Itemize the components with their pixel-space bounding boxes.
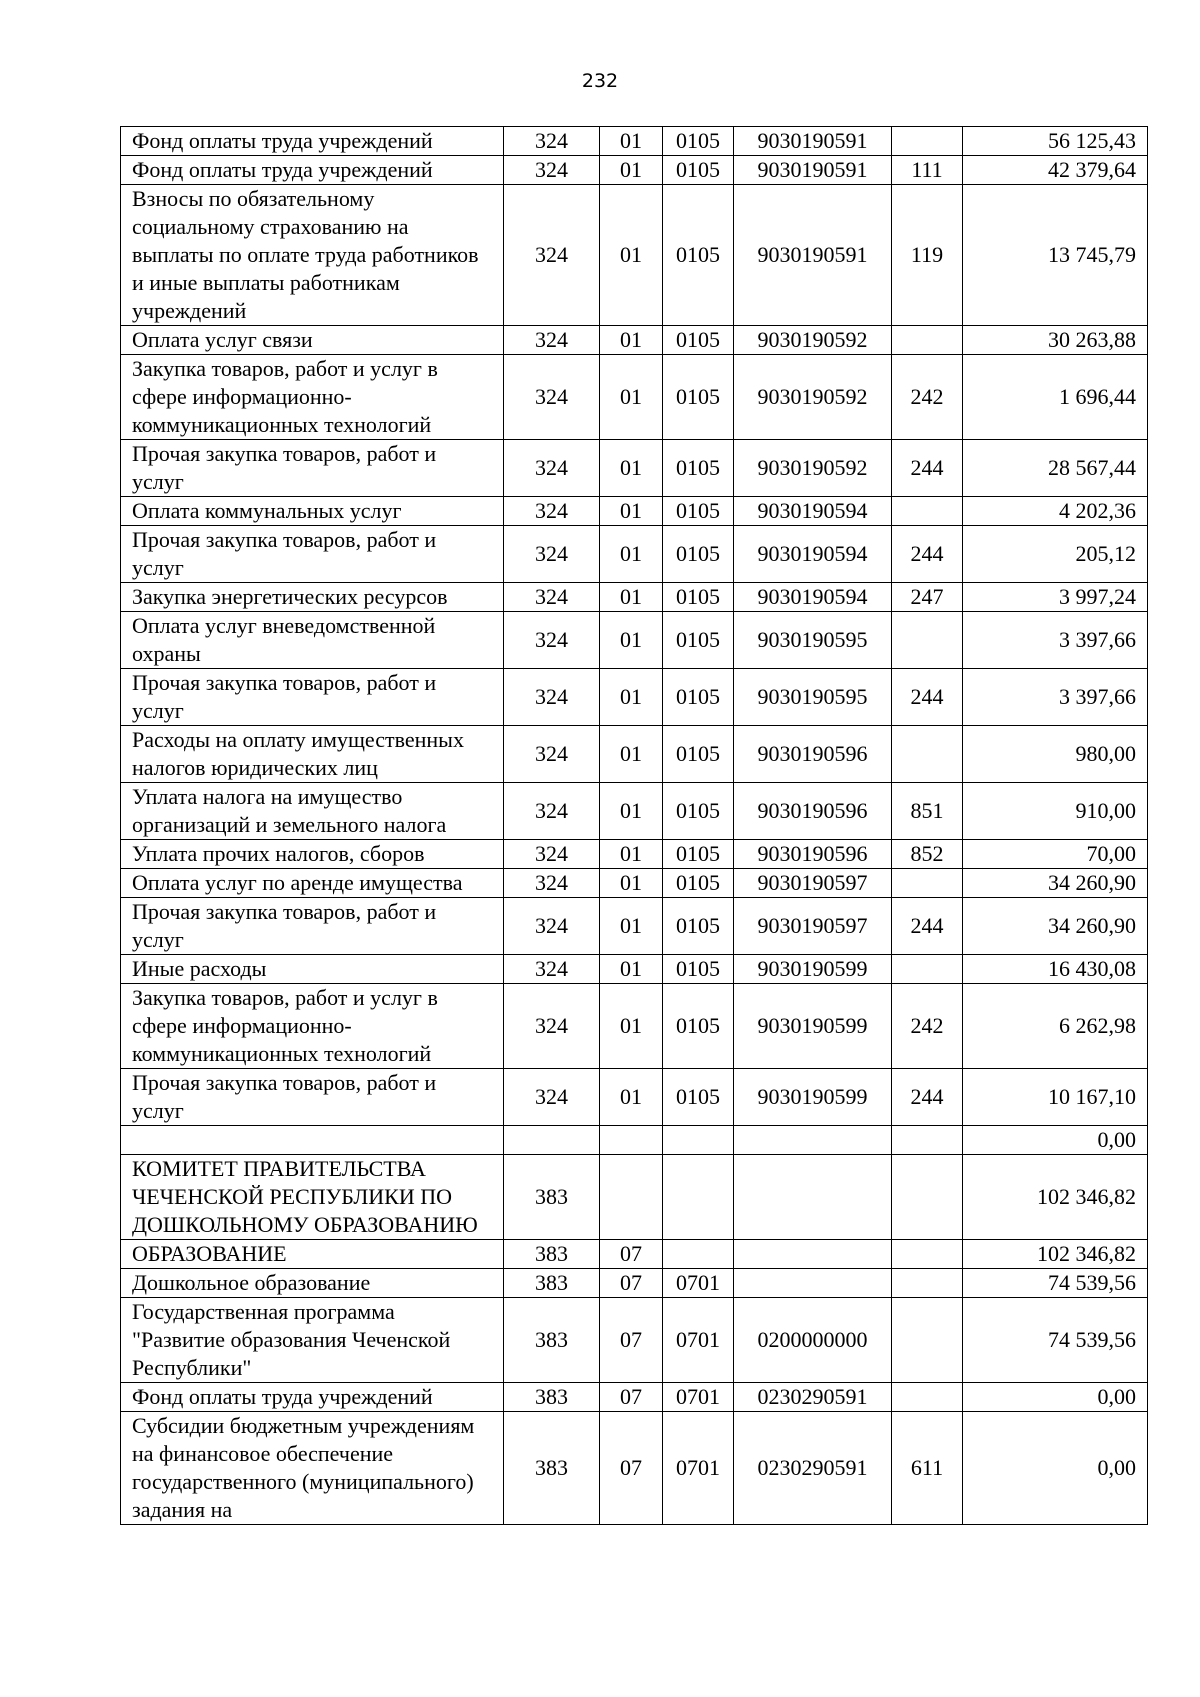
- section-code-cell: 01: [600, 355, 663, 440]
- target-article-code-cell: 9030190591: [734, 185, 892, 326]
- subsection-code-cell: 0105: [663, 840, 734, 869]
- target-article-code-cell: 9030190599: [734, 984, 892, 1069]
- target-article-code-cell: 9030190599: [734, 1069, 892, 1126]
- row-name-cell: Прочая закупка товаров, работ и услуг: [121, 526, 504, 583]
- row-name-cell: Оплата услуг связи: [121, 326, 504, 355]
- expense-type-code-cell: [892, 497, 963, 526]
- subsection-code-cell: 0105: [663, 185, 734, 326]
- ved-code-cell: 324: [504, 840, 600, 869]
- section-code-cell: [600, 1155, 663, 1240]
- section-code-cell: 01: [600, 156, 663, 185]
- amount-cell: 1 696,44: [963, 355, 1148, 440]
- amount-cell: 74 539,56: [963, 1298, 1148, 1383]
- subsection-code-cell: 0105: [663, 497, 734, 526]
- target-article-code-cell: 9030190591: [734, 127, 892, 156]
- ved-code-cell: 383: [504, 1383, 600, 1412]
- expense-type-code-cell: 851: [892, 783, 963, 840]
- subsection-code-cell: 0105: [663, 669, 734, 726]
- expense-type-code-cell: 244: [892, 669, 963, 726]
- table-row: [121, 1240, 1148, 1269]
- ved-code-cell: 324: [504, 497, 600, 526]
- target-article-code-cell: 9030190594: [734, 497, 892, 526]
- target-article-code-cell: 0230290591: [734, 1412, 892, 1525]
- section-code-cell: 07: [600, 1298, 663, 1383]
- subsection-code-cell: 0701: [663, 1269, 734, 1298]
- subsection-code-cell: 0105: [663, 726, 734, 783]
- subsection-code-cell: 0701: [663, 1383, 734, 1412]
- section-code-cell: 07: [600, 1240, 663, 1269]
- row-name-cell: Уплата налога на имущество организаций и земельного налога: [121, 783, 504, 840]
- section-code-cell: 01: [600, 869, 663, 898]
- target-article-code-cell: 9030190596: [734, 726, 892, 783]
- row-name-cell: Оплата услуг вневедомственной охраны: [121, 612, 504, 669]
- expense-type-code-cell: [892, 1240, 963, 1269]
- row-name-cell: Прочая закупка товаров, работ и услуг: [121, 440, 504, 497]
- expense-type-code-cell: 111: [892, 156, 963, 185]
- section-code-cell: 01: [600, 526, 663, 583]
- table-row: [121, 355, 1148, 440]
- row-name-cell: Прочая закупка товаров, работ и услуг: [121, 669, 504, 726]
- row-name-cell: [121, 1126, 504, 1155]
- row-name-cell: Оплата услуг по аренде имущества: [121, 869, 504, 898]
- target-article-code-cell: 9030190596: [734, 783, 892, 840]
- ved-code-cell: 324: [504, 726, 600, 783]
- row-name-cell: Фонд оплаты труда учреждений: [121, 1383, 504, 1412]
- subsection-code-cell: 0105: [663, 156, 734, 185]
- ved-code-cell: 383: [504, 1240, 600, 1269]
- table-row: [121, 127, 1148, 156]
- expense-type-code-cell: 852: [892, 840, 963, 869]
- budget-table: [120, 126, 1148, 1525]
- row-name-cell: Закупка энергетических ресурсов: [121, 583, 504, 612]
- table-row: [121, 185, 1148, 326]
- section-code-cell: 01: [600, 127, 663, 156]
- section-code-cell: 01: [600, 1069, 663, 1126]
- section-code-cell: 01: [600, 984, 663, 1069]
- target-article-code-cell: [734, 1269, 892, 1298]
- expense-type-code-cell: [892, 1298, 963, 1383]
- subsection-code-cell: 0105: [663, 612, 734, 669]
- ved-code-cell: 324: [504, 783, 600, 840]
- table-row: [121, 612, 1148, 669]
- amount-cell: 3 997,24: [963, 583, 1148, 612]
- ved-code-cell: 324: [504, 185, 600, 326]
- ved-code-cell: [504, 1126, 600, 1155]
- table-row: [121, 440, 1148, 497]
- amount-cell: 102 346,82: [963, 1155, 1148, 1240]
- amount-cell: 56 125,43: [963, 127, 1148, 156]
- section-code-cell: 01: [600, 440, 663, 497]
- table-row: [121, 583, 1148, 612]
- amount-cell: 16 430,08: [963, 955, 1148, 984]
- section-code-cell: 07: [600, 1269, 663, 1298]
- subsection-code-cell: 0701: [663, 1412, 734, 1525]
- table-row: [121, 726, 1148, 783]
- expense-type-code-cell: 244: [892, 440, 963, 497]
- amount-cell: 980,00: [963, 726, 1148, 783]
- expense-type-code-cell: [892, 726, 963, 783]
- subsection-code-cell: 0105: [663, 355, 734, 440]
- amount-cell: 13 745,79: [963, 185, 1148, 326]
- table-row: [121, 669, 1148, 726]
- ved-code-cell: 324: [504, 898, 600, 955]
- amount-cell: 10 167,10: [963, 1069, 1148, 1126]
- ved-code-cell: 324: [504, 869, 600, 898]
- section-code-cell: 01: [600, 898, 663, 955]
- amount-cell: 0,00: [963, 1126, 1148, 1155]
- expense-type-code-cell: 244: [892, 526, 963, 583]
- subsection-code-cell: 0105: [663, 955, 734, 984]
- expense-type-code-cell: 244: [892, 898, 963, 955]
- row-name-cell: Фонд оплаты труда учреждений: [121, 127, 504, 156]
- expense-type-code-cell: 242: [892, 355, 963, 440]
- section-code-cell: 07: [600, 1383, 663, 1412]
- row-name-cell: Оплата коммунальных услуг: [121, 497, 504, 526]
- target-article-code-cell: 9030190597: [734, 898, 892, 955]
- page-number: 232: [581, 70, 619, 92]
- ved-code-cell: 383: [504, 1155, 600, 1240]
- target-article-code-cell: [734, 1155, 892, 1240]
- amount-cell: 910,00: [963, 783, 1148, 840]
- row-name-cell: ОБРАЗОВАНИЕ: [121, 1240, 504, 1269]
- section-code-cell: 01: [600, 840, 663, 869]
- amount-cell: 28 567,44: [963, 440, 1148, 497]
- row-name-cell: КОМИТЕТ ПРАВИТЕЛЬСТВА ЧЕЧЕНСКОЙ РЕСПУБЛИКИ ПО ДОШКОЛЬНОМУ ОБРАЗОВАНИЮ: [121, 1155, 504, 1240]
- table-row: [121, 898, 1148, 955]
- expense-type-code-cell: [892, 1269, 963, 1298]
- ved-code-cell: 324: [504, 984, 600, 1069]
- amount-cell: 4 202,36: [963, 497, 1148, 526]
- expense-type-code-cell: [892, 869, 963, 898]
- row-name-cell: Уплата прочих налогов, сборов: [121, 840, 504, 869]
- subsection-code-cell: 0105: [663, 783, 734, 840]
- section-code-cell: [600, 1126, 663, 1155]
- target-article-code-cell: 0200000000: [734, 1298, 892, 1383]
- expense-type-code-cell: [892, 1126, 963, 1155]
- row-name-cell: Закупка товаров, работ и услуг в сфере информационно-коммуникационных технологий: [121, 984, 504, 1069]
- target-article-code-cell: 9030190595: [734, 612, 892, 669]
- amount-cell: 74 539,56: [963, 1269, 1148, 1298]
- table-row: [121, 1126, 1148, 1155]
- ved-code-cell: 324: [504, 526, 600, 583]
- section-code-cell: 01: [600, 583, 663, 612]
- row-name-cell: Расходы на оплату имущественных налогов юридических лиц: [121, 726, 504, 783]
- expense-type-code-cell: [892, 612, 963, 669]
- subsection-code-cell: 0105: [663, 984, 734, 1069]
- row-name-cell: Взносы по обязательному социальному страхованию на выплаты по оплате труда работников и иные выплаты работникам учреждений: [121, 185, 504, 326]
- row-name-cell: Дошкольное образование: [121, 1269, 504, 1298]
- target-article-code-cell: 9030190596: [734, 840, 892, 869]
- amount-cell: 102 346,82: [963, 1240, 1148, 1269]
- target-article-code-cell: 9030190592: [734, 355, 892, 440]
- subsection-code-cell: 0105: [663, 898, 734, 955]
- subsection-code-cell: [663, 1240, 734, 1269]
- section-code-cell: 07: [600, 1412, 663, 1525]
- section-code-cell: 01: [600, 185, 663, 326]
- subsection-code-cell: [663, 1126, 734, 1155]
- ved-code-cell: 324: [504, 440, 600, 497]
- table-row: [121, 156, 1148, 185]
- amount-cell: 205,12: [963, 526, 1148, 583]
- ved-code-cell: 324: [504, 669, 600, 726]
- amount-cell: 0,00: [963, 1383, 1148, 1412]
- ved-code-cell: 324: [504, 612, 600, 669]
- target-article-code-cell: 9030190591: [734, 156, 892, 185]
- expense-type-code-cell: 244: [892, 1069, 963, 1126]
- target-article-code-cell: 9030190594: [734, 583, 892, 612]
- section-code-cell: 01: [600, 612, 663, 669]
- target-article-code-cell: 9030190595: [734, 669, 892, 726]
- section-code-cell: 01: [600, 326, 663, 355]
- subsection-code-cell: 0701: [663, 1298, 734, 1383]
- row-name-cell: Закупка товаров, работ и услуг в сфере информационно-коммуникационных технологий: [121, 355, 504, 440]
- table-row: [121, 955, 1148, 984]
- row-name-cell: Фонд оплаты труда учреждений: [121, 156, 504, 185]
- section-code-cell: 01: [600, 497, 663, 526]
- row-name-cell: Государственная программа "Развитие образования Чеченской Республики": [121, 1298, 504, 1383]
- amount-cell: 6 262,98: [963, 984, 1148, 1069]
- table-row: [121, 783, 1148, 840]
- section-code-cell: 01: [600, 726, 663, 783]
- target-article-code-cell: 0230290591: [734, 1383, 892, 1412]
- expense-type-code-cell: [892, 1383, 963, 1412]
- table-row: [121, 984, 1148, 1069]
- expense-type-code-cell: [892, 955, 963, 984]
- subsection-code-cell: 0105: [663, 869, 734, 898]
- row-name-cell: Иные расходы: [121, 955, 504, 984]
- row-name-cell: Прочая закупка товаров, работ и услуг: [121, 1069, 504, 1126]
- amount-cell: 3 397,66: [963, 669, 1148, 726]
- expense-type-code-cell: 611: [892, 1412, 963, 1525]
- table-row: [121, 1412, 1148, 1525]
- table-row: [121, 497, 1148, 526]
- ved-code-cell: 324: [504, 156, 600, 185]
- subsection-code-cell: 0105: [663, 583, 734, 612]
- amount-cell: 34 260,90: [963, 869, 1148, 898]
- subsection-code-cell: 0105: [663, 526, 734, 583]
- table-row: [121, 1069, 1148, 1126]
- ved-code-cell: 324: [504, 583, 600, 612]
- table-row: [121, 840, 1148, 869]
- table-row: [121, 526, 1148, 583]
- target-article-code-cell: 9030190599: [734, 955, 892, 984]
- subsection-code-cell: 0105: [663, 326, 734, 355]
- amount-cell: 30 263,88: [963, 326, 1148, 355]
- amount-cell: 34 260,90: [963, 898, 1148, 955]
- table-row: [121, 1298, 1148, 1383]
- target-article-code-cell: 9030190594: [734, 526, 892, 583]
- row-name-cell: Прочая закупка товаров, работ и услуг: [121, 898, 504, 955]
- target-article-code-cell: [734, 1126, 892, 1155]
- ved-code-cell: 324: [504, 355, 600, 440]
- expense-type-code-cell: [892, 326, 963, 355]
- amount-cell: 70,00: [963, 840, 1148, 869]
- amount-cell: 42 379,64: [963, 156, 1148, 185]
- table-row: [121, 869, 1148, 898]
- row-name-cell: Субсидии бюджетным учреждениям на финансовое обеспечение государственного (муниципального) задания на: [121, 1412, 504, 1525]
- subsection-code-cell: 0105: [663, 127, 734, 156]
- target-article-code-cell: 9030190592: [734, 326, 892, 355]
- table-row: [121, 1155, 1148, 1240]
- amount-cell: 3 397,66: [963, 612, 1148, 669]
- subsection-code-cell: 0105: [663, 1069, 734, 1126]
- ved-code-cell: 383: [504, 1412, 600, 1525]
- expense-type-code-cell: [892, 1155, 963, 1240]
- section-code-cell: 01: [600, 783, 663, 840]
- target-article-code-cell: 9030190592: [734, 440, 892, 497]
- section-code-cell: 01: [600, 955, 663, 984]
- expense-type-code-cell: 119: [892, 185, 963, 326]
- amount-cell: 0,00: [963, 1412, 1148, 1525]
- subsection-code-cell: [663, 1155, 734, 1240]
- expense-type-code-cell: 247: [892, 583, 963, 612]
- expense-type-code-cell: [892, 127, 963, 156]
- table-row: [121, 1383, 1148, 1412]
- target-article-code-cell: [734, 1240, 892, 1269]
- table-row: [121, 326, 1148, 355]
- subsection-code-cell: 0105: [663, 440, 734, 497]
- expense-type-code-cell: 242: [892, 984, 963, 1069]
- ved-code-cell: 324: [504, 1069, 600, 1126]
- ved-code-cell: 324: [504, 326, 600, 355]
- ved-code-cell: 324: [504, 127, 600, 156]
- section-code-cell: 01: [600, 669, 663, 726]
- ved-code-cell: 383: [504, 1269, 600, 1298]
- ved-code-cell: 324: [504, 955, 600, 984]
- ved-code-cell: 383: [504, 1298, 600, 1383]
- target-article-code-cell: 9030190597: [734, 869, 892, 898]
- table-row: [121, 1269, 1148, 1298]
